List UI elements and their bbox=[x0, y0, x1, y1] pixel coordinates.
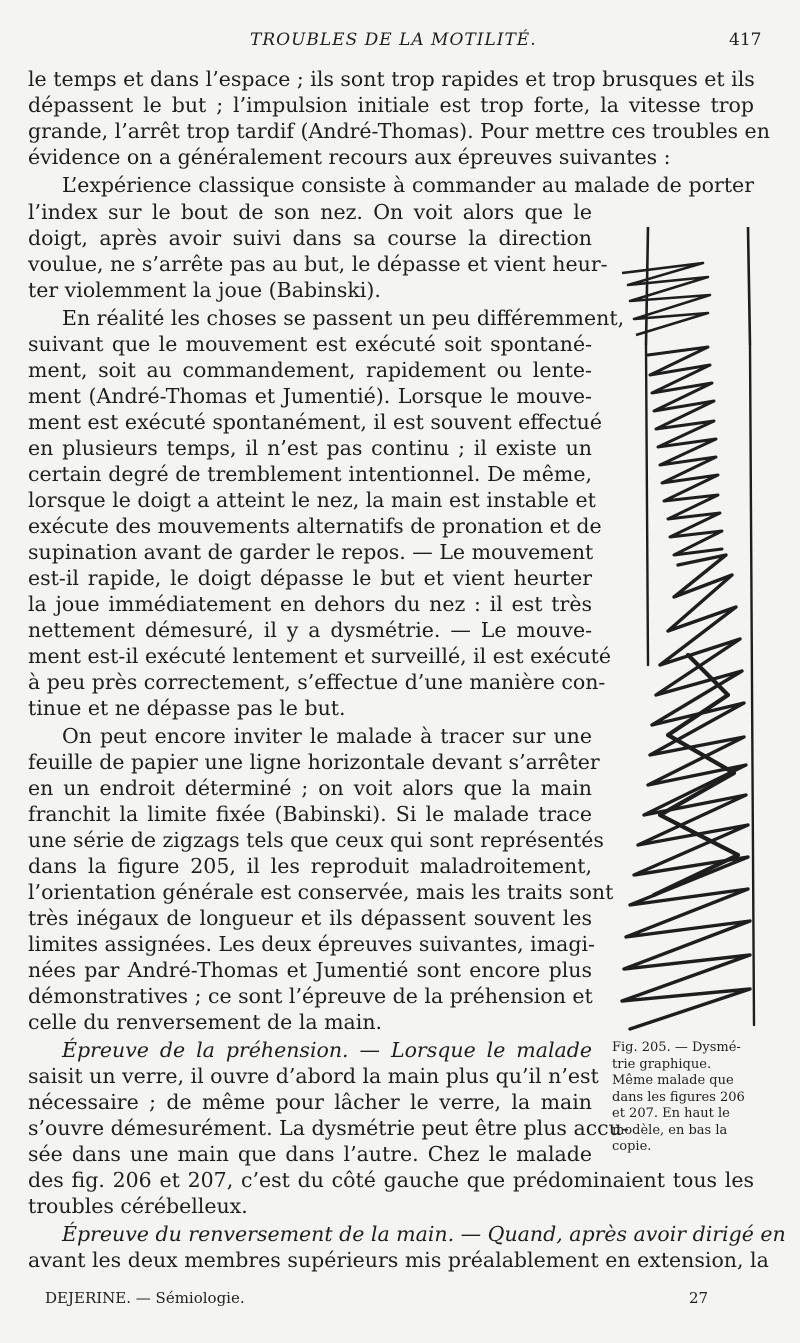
text-line: s’ouvre démesurément. La dysmétrie peut être plus accu- bbox=[28, 1116, 629, 1140]
figure-205-zigzag-drawing bbox=[608, 225, 763, 1035]
text-line: limites assignées. Les deux épreuves suivantes, imagi- bbox=[28, 932, 595, 956]
running-header bbox=[0, 30, 800, 56]
text-line: ment, soit au commandement, rapidement ou lente- bbox=[28, 358, 592, 382]
text-line: en plusieurs temps, il n’est pas continu ; il existe un bbox=[28, 436, 592, 460]
text-line: En réalité les choses se passent un peu différemment, bbox=[62, 306, 625, 330]
text-line: avant les deux membres supérieurs mis préalablement en extension, la bbox=[28, 1248, 769, 1272]
text-line: doigt, après avoir suivi dans sa course la direction bbox=[28, 226, 592, 250]
text-line: ment (André-Thomas et Jumentié). Lorsque le mouve- bbox=[28, 384, 592, 408]
text-line: exécute des mouvements alternatifs de pronation et de bbox=[28, 514, 602, 538]
text-line: suivant que le mouvement est exécuté soit spontané- bbox=[28, 332, 592, 356]
running-title: TROUBLES DE LA MOTILITÉ. bbox=[250, 30, 537, 50]
text-line: l’index sur le bout de son nez. On voit alors que le bbox=[28, 200, 592, 224]
caption-line: dans les figures 206 bbox=[612, 1089, 745, 1105]
text-line: supination avant de garder le repos. — Le mouvement bbox=[28, 540, 594, 564]
copy-zigzag bbox=[622, 345, 754, 1029]
text-line: L’expérience classique consiste à commander au malade de porter bbox=[62, 173, 754, 197]
text-line: nécessaire ; de même pour lâcher le verre, la main bbox=[28, 1090, 592, 1114]
text-line: en un endroit déterminé ; on voit alors que la main bbox=[28, 776, 592, 800]
figure-caption bbox=[612, 1040, 782, 1156]
text-line: sée dans une main que dans l’autre. Chez le malade bbox=[28, 1142, 592, 1166]
text-line: le temps et dans l’espace ; ils sont trop rapides et trop brusques et ils bbox=[28, 67, 755, 91]
text-line: dépassent le but ; l’impulsion initiale est trop forte, la vitesse trop bbox=[28, 93, 754, 117]
text-line: saisit un verre, il ouvre d’abord la main plus qu’il n’est bbox=[28, 1064, 599, 1088]
text-line: ter violemment la joue (Babinski). bbox=[28, 278, 381, 302]
text-line: à peu près correctement, s’effectue d’une manière con- bbox=[28, 670, 606, 694]
caption-line: et 207. En haut le bbox=[612, 1106, 730, 1121]
section-heading-line bbox=[28, 1037, 592, 1063]
text-line: l’orientation générale est conservée, mais les traits sont bbox=[28, 880, 614, 904]
text-line: très inégaux de longueur et ils dépassent souvent les bbox=[28, 906, 592, 930]
caption-line: Même malade que bbox=[612, 1073, 734, 1088]
signature-mark: 27 bbox=[689, 1289, 709, 1307]
text-line: est-il rapide, le doigt dépasse le but et vient heurter bbox=[28, 566, 592, 590]
text-line: une série de zigzags tels que ceux qui sont représentés bbox=[28, 828, 604, 852]
text-line: nées par André-Thomas et Jumentié sont encore plus bbox=[28, 958, 592, 982]
text-line: certain degré de tremblement intentionnel. De même, bbox=[28, 462, 592, 486]
text-line: On peut encore inviter le malade à tracer sur une bbox=[62, 724, 592, 748]
text-line: nettement démesuré, il y a dysmétrie. — Le mouve- bbox=[28, 618, 592, 642]
page-number: 417 bbox=[729, 30, 762, 50]
text-line: lorsque le doigt a atteint le nez, la main est instable et bbox=[28, 488, 596, 512]
text-line: démonstratives ; ce sont l’épreuve de la préhension et bbox=[28, 984, 593, 1008]
text-line: franchit la limite fixée (Babinski). Si le malade trace bbox=[28, 802, 592, 826]
text-line: voulue, ne s’arrête pas au but, le dépasse et vient heur- bbox=[28, 252, 608, 276]
caption-line: copie. bbox=[612, 1139, 652, 1154]
text-line: grande, l’arrêt trop tardif (André-Thomas). Pour mettre ces troubles en bbox=[28, 119, 770, 143]
text-line: ment est-il exécuté lentement et surveillé, il est exécuté bbox=[28, 644, 612, 668]
text-line: des fig. 206 et 207, c’est du côté gauche que prédominaient tous les bbox=[28, 1168, 754, 1192]
text-line: celle du renversement de la main. bbox=[28, 1010, 383, 1034]
section-heading-renversement: Épreuve du renversement de la main. — Quand, après avoir dirigé en bbox=[62, 1222, 786, 1246]
section-heading-prehension: Épreuve de la préhension. — Lorsque le malade bbox=[62, 1038, 592, 1062]
text-line: évidence on a généralement recours aux épreuves suivantes : bbox=[28, 145, 671, 169]
text-line: ment est exécuté spontanément, il est souvent effectué bbox=[28, 410, 603, 434]
text-line: feuille de papier une ligne horizontale devant s’arrêter bbox=[28, 750, 600, 774]
model-zigzag bbox=[622, 227, 750, 345]
caption-line: Fig. 205. — Dysmé- bbox=[612, 1040, 741, 1055]
caption-line: trie graphique. bbox=[612, 1056, 712, 1072]
caption-line: modèle, en bas la bbox=[612, 1122, 728, 1138]
footer-author-title: DEJERINE. — Sémiologie. bbox=[45, 1289, 245, 1307]
text-line: troubles cérébelleux. bbox=[28, 1194, 248, 1218]
text-line: la joue immédiatement en dehors du nez : il est très bbox=[28, 592, 592, 616]
text-line: tinue et ne dépasse pas le but. bbox=[28, 696, 346, 720]
section-heading-line bbox=[28, 1221, 786, 1247]
text-line: dans la figure 205, il les reproduit maladroitement, bbox=[28, 854, 592, 878]
